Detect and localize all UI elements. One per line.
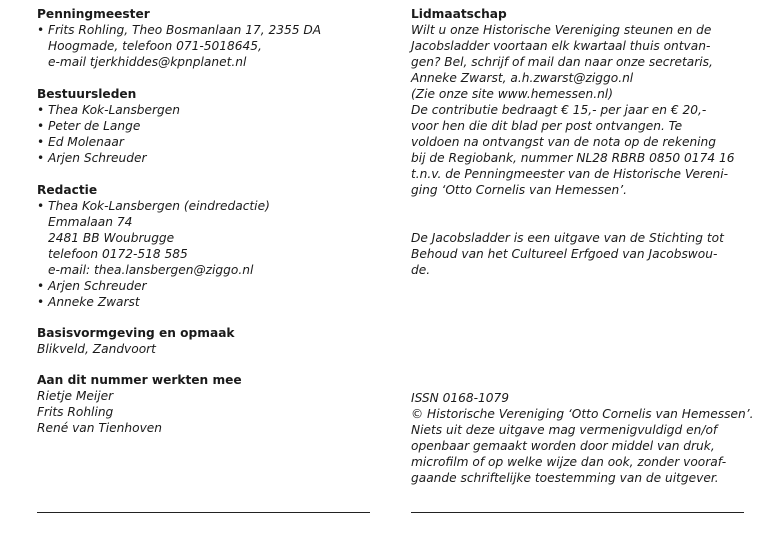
list-item: • Peter de Lange <box>37 119 141 133</box>
bullet-icon: • <box>37 151 45 165</box>
section-uitgave <box>411 230 751 278</box>
lidmaatschap-line: Wilt u onze Historische Vereniging steunen en de <box>411 23 712 37</box>
redactie-postcode: 2481 BB Woubrugge <box>48 231 175 245</box>
section-lidmaatschap <box>411 6 751 198</box>
section-medewerkers <box>37 372 377 436</box>
medewerker-line: Rietje Meijer <box>37 389 114 403</box>
bullet-icon: • <box>37 135 45 149</box>
lidmaatschap-line: gen? Bel, schrijf of mail dan naar onze secretaris, <box>411 55 713 69</box>
left-column <box>37 6 377 436</box>
lidmaatschap-line: voor hen die dit blad per post ontvangen. Te <box>411 119 683 133</box>
section-colofon <box>411 390 754 486</box>
issn-line: ISSN 0168-1079 <box>411 391 510 405</box>
section-bestuursleden <box>37 86 377 166</box>
list-item: • Arjen Schreuder <box>37 151 147 165</box>
bullet-icon: • <box>37 279 45 293</box>
uitgave-line: De Jacobsladder is een uitgave van de Stichting tot <box>411 231 724 245</box>
uitgave-line: Behoud van het Cultureel Erfgoed van Jacobswou- <box>411 247 718 261</box>
bullet-icon: • <box>37 295 45 309</box>
penningmeester-line: • Frits Rohling, Theo Bosmanlaan 17, 2355 DA <box>37 23 322 37</box>
vormgeving-line: Blikveld, Zandvoort <box>37 342 156 356</box>
divider-left <box>37 512 370 513</box>
bullet-icon: • <box>37 23 45 37</box>
lidmaatschap-line: De contributie bedraagt € 15,- per jaar en € 20,- <box>411 103 707 117</box>
lidmaatschap-line: Jacobsladder voortaan elk kwartaal thuis ontvan- <box>411 39 711 53</box>
heading-penningmeester: Penningmeester <box>37 7 150 21</box>
colofon-line: gaande schriftelijke toestemming van de uitgever. <box>411 471 719 485</box>
lidmaatschap-line: voldoen na ontvangst van de nota op de rekening <box>411 135 717 149</box>
lidmaatschap-line: bij de Regiobank, nummer NL28 RBRB 0850 0174 16 <box>411 151 735 165</box>
lidmaatschap-line: (Zie onze site www.hemessen.nl) <box>411 87 613 101</box>
right-column <box>411 6 754 486</box>
uitgave-line: de. <box>411 263 431 277</box>
bullet-icon: • <box>37 103 45 117</box>
redactie-address: Emmalaan 74 <box>48 215 133 229</box>
list-item: • Thea Kok-Lansbergen <box>37 103 181 117</box>
list-item: • Arjen Schreuder <box>37 279 147 293</box>
redactie-phone: telefoon 0172-518 585 <box>48 247 188 261</box>
heading-bestuursleden: Bestuursleden <box>37 87 137 101</box>
colofon-line: microfilm of op welke wijze dan ook, zonder vooraf- <box>411 455 727 469</box>
heading-vormgeving: Basisvormgeving en opmaak <box>37 326 235 340</box>
penningmeester-email: e-mail tjerkhiddes@kpnplanet.nl <box>48 55 247 69</box>
redactie-email: e-mail: thea.lansbergen@ziggo.nl <box>48 263 254 277</box>
lidmaatschap-line: ging ‘Otto Cornelis van Hemessen’. <box>411 183 627 197</box>
colofon-line: openbaar gemaakt worden door middel van druk, <box>411 439 715 453</box>
medewerker-line: René van Tienhoven <box>37 421 163 435</box>
heading-medewerkers: Aan dit nummer werkten mee <box>37 373 242 387</box>
colofon-line: Niets uit deze uitgave mag vermenigvuldigd en/of <box>411 423 718 437</box>
heading-lidmaatschap: Lidmaatschap <box>411 7 507 21</box>
list-item: • Ed Molenaar <box>37 135 124 149</box>
penningmeester-line: Hoogmade, telefoon 071-5018645, <box>48 39 262 53</box>
divider-right <box>411 512 744 513</box>
bullet-icon: • <box>37 199 45 213</box>
bullet-icon: • <box>37 119 45 133</box>
lidmaatschap-line: t.n.v. de Penningmeester van de Historische Vereni- <box>411 167 729 181</box>
section-redactie <box>37 182 377 310</box>
list-item: • Thea Kok-Lansbergen (eindredactie) <box>37 199 270 213</box>
section-vormgeving <box>37 325 377 357</box>
section-penningmeester <box>37 6 377 70</box>
copyright-line: © Historische Vereniging ‘Otto Cornelis van Hemessen’. <box>411 407 754 421</box>
lidmaatschap-line: Anneke Zwarst, a.h.zwarst@ziggo.nl <box>411 71 634 85</box>
medewerker-line: Frits Rohling <box>37 405 114 419</box>
heading-redactie: Redactie <box>37 183 98 197</box>
list-item: • Anneke Zwarst <box>37 295 140 309</box>
